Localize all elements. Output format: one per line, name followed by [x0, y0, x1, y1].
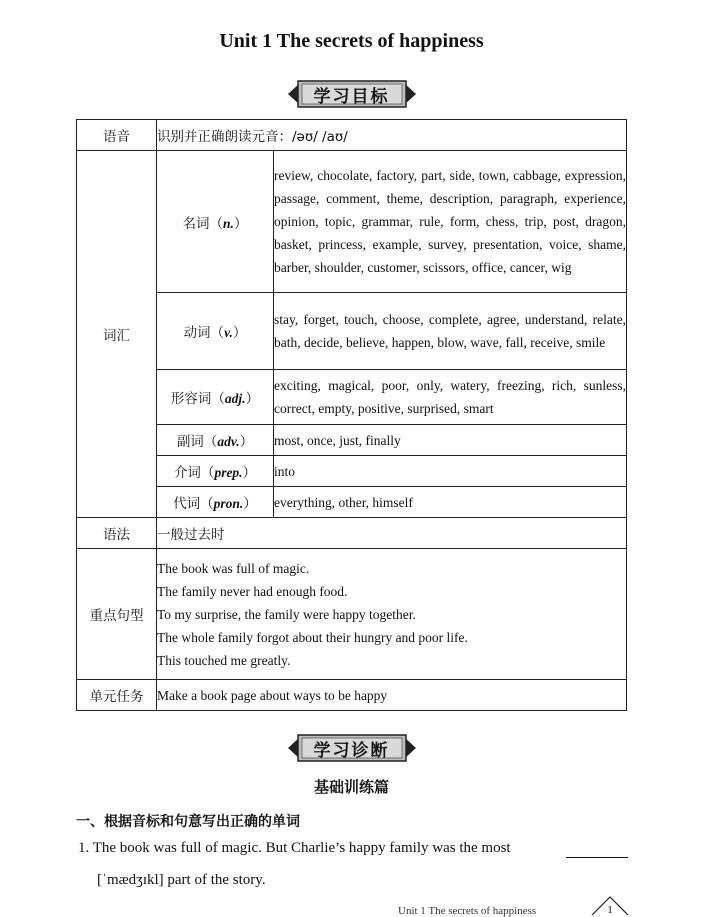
table-row: [77, 425, 627, 456]
sentence: The whole family forgot about their hungry and poor life.: [157, 629, 468, 645]
noun-label: 名词（n.）: [157, 151, 274, 293]
page-footer: Unit 1 The secrets of happiness: [398, 905, 537, 917]
page-number: 1: [607, 904, 613, 915]
pron-label: 代词（pron.）: [157, 487, 274, 518]
adv-label: 副词（adv.）: [157, 425, 274, 456]
table-row: [77, 293, 627, 370]
diagnosis-banner: [284, 731, 420, 765]
grammar-value: 一般过去时: [157, 518, 627, 549]
vocabulary-label: 词汇: [77, 151, 157, 518]
learning-goals-table: [76, 119, 627, 711]
table-row: [77, 518, 627, 549]
question-1-line-1: 1. The book was full of magic. But Charlie’s happy family was the most: [78, 840, 511, 856]
adj-label: 形容词（adj.）: [157, 370, 274, 425]
key-sentences-label: 重点句型: [77, 549, 157, 680]
noun-words: review, chocolate, factory, part, side, town, cabbage, expression, passage, comment, theme, description, paragraph, experience, opinion, topic, grammar, rule, form, chess, trip, post, dragon, basket, princess, example, survey, presentation, voice, shame, barber, shoulder, customer, scissors, office, cancer, wig: [274, 151, 627, 293]
diagnosis-banner-text: 学习诊断: [313, 741, 390, 761]
table-row: [77, 370, 627, 425]
sentence: To my surprise, the family were happy together.: [157, 606, 416, 622]
table-row: [77, 456, 627, 487]
adj-words: exciting, magical, poor, only, watery, freezing, rich, sunless, correct, empty, positive, surprised, smart: [274, 370, 627, 425]
table-row: [77, 120, 627, 151]
verb-label: 动词（v.）: [157, 293, 274, 370]
pronunciation-value: 识别并正确朗读元音：/əʊ/ /aʊ/: [157, 120, 627, 151]
question-1-line-2: [ˈmædʒɪkl] part of the story.: [97, 872, 266, 888]
part-one-heading: 一、根据音标和句意写出正确的单词: [76, 814, 300, 830]
sentence: The book was full of magic.: [157, 560, 310, 576]
table-row: [77, 549, 627, 680]
pronunciation-label: 语音: [77, 120, 157, 151]
verb-words: stay, forget, touch, choose, complete, agree, understand, relate, bath, decide, believe, happen, blow, wave, fall, receive, smile: [274, 293, 627, 370]
page-corner-icon: [590, 893, 630, 915]
goals-banner-text: 学习目标: [313, 87, 390, 107]
adv-words: most, once, just, finally: [274, 425, 627, 456]
prep-label: 介词（prep.）: [157, 456, 274, 487]
table-row: [77, 680, 627, 711]
grammar-label: 语法: [77, 518, 157, 549]
unit-title: Unit 1 The secrets of happiness: [219, 30, 484, 52]
goals-banner: [284, 77, 420, 111]
table-row: [77, 151, 627, 293]
sentence: The family never had enough food.: [157, 583, 348, 599]
table-row: [77, 487, 627, 518]
unit-task-label: 单元任务: [77, 680, 157, 711]
prep-words: into: [274, 456, 627, 487]
pron-words: everything, other, himself: [274, 487, 627, 518]
key-sentences: [157, 549, 627, 680]
unit-task-value: Make a book page about ways to be happy: [157, 680, 627, 711]
subsection-title: 基础训练篇: [313, 778, 389, 796]
sentence: This touched me greatly.: [157, 652, 291, 668]
answer-blank[interactable]: [566, 857, 628, 858]
